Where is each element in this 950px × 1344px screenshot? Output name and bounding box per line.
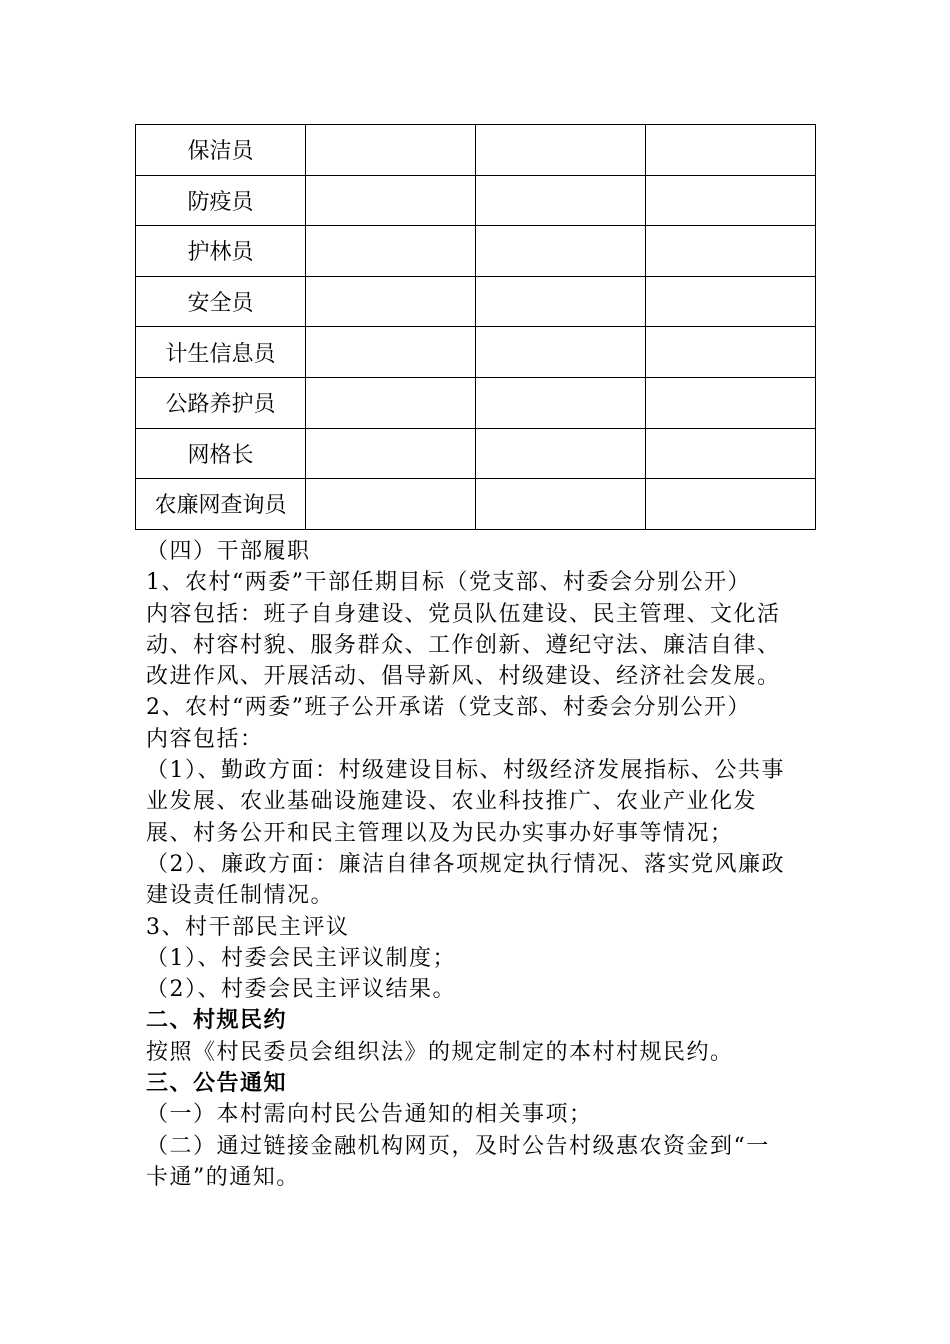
empty-cell: [646, 377, 816, 428]
table-row: [136, 327, 816, 378]
subsection-heading: （四）干部履职: [146, 539, 311, 564]
body-line: 2、农村“两委”班子公开承诺（党支部、村委会分别公开）: [146, 695, 751, 721]
body-line: 改进作风、开展活动、倡导新风、村级建设、经济社会发展。: [146, 664, 781, 690]
body-line: 业发展、农业基础设施建设、农业科技推广、农业产业化发: [146, 789, 758, 815]
empty-cell: [646, 175, 816, 226]
empty-cell: [306, 479, 476, 530]
body-line: 1、农村“两委”干部任期目标（党支部、村委会分别公开）: [146, 570, 751, 596]
body-line: （一）本村需向村民公告通知的相关事项；: [146, 1102, 593, 1128]
role-label: 保洁员: [136, 125, 306, 176]
body-line: （2）、廉政方面：廉洁自律各项规定执行情况、落实党风廉政: [146, 851, 785, 877]
table-row: [136, 428, 816, 479]
empty-cell: [646, 125, 816, 176]
section-heading: 二、村规民约: [146, 1007, 288, 1034]
document-body: [146, 536, 816, 1193]
empty-cell: [476, 226, 646, 277]
empty-cell: [306, 226, 476, 277]
table-row: [136, 226, 816, 277]
body-line: 展、村务公开和民主管理以及为民办实事办好事等情况；: [146, 820, 734, 846]
empty-cell: [646, 479, 816, 530]
empty-cell: [306, 175, 476, 226]
role-label: 农廉网查询员: [136, 479, 306, 530]
body-line: 3、村干部民主评议: [146, 914, 350, 940]
empty-cell: [306, 276, 476, 327]
body-line: 卡通”的通知。: [146, 1164, 300, 1190]
staff-table: [135, 124, 816, 530]
role-label: 安全员: [136, 276, 306, 327]
empty-cell: [476, 479, 646, 530]
body-line: （2）、村委会民主评议结果。: [146, 977, 456, 1003]
empty-cell: [646, 226, 816, 277]
role-label: 护林员: [136, 226, 306, 277]
table-row: [136, 175, 816, 226]
body-line: （1）、村委会民主评议制度；: [146, 945, 456, 971]
table-row: [136, 479, 816, 530]
empty-cell: [306, 125, 476, 176]
section-heading: 三、公告通知: [146, 1070, 288, 1097]
role-label: 防疫员: [136, 175, 306, 226]
empty-cell: [306, 327, 476, 378]
role-label: 计生信息员: [136, 327, 306, 378]
empty-cell: [306, 377, 476, 428]
empty-cell: [476, 276, 646, 327]
table-row: [136, 377, 816, 428]
empty-cell: [476, 428, 646, 479]
table-row: [136, 125, 816, 176]
body-line: （1）、勤政方面：村级建设目标、村级经济发展指标、公共事: [146, 758, 785, 784]
empty-cell: [306, 428, 476, 479]
empty-cell: [476, 377, 646, 428]
body-line: 建设责任制情况。: [146, 883, 335, 909]
empty-cell: [646, 428, 816, 479]
body-line: 内容包括：班子自身建设、党员队伍建设、民主管理、文化活: [146, 601, 781, 627]
body-line: 动、村容村貌、服务群众、工作创新、遵纪守法、廉洁自律、: [146, 632, 781, 658]
role-label: 公路养护员: [136, 377, 306, 428]
empty-cell: [476, 125, 646, 176]
empty-cell: [646, 327, 816, 378]
role-label: 网格长: [136, 428, 306, 479]
body-line: 内容包括：: [146, 726, 264, 752]
table-row: [136, 276, 816, 327]
body-line: （二）通过链接金融机构网页，及时公告村级惠农资金到“一: [146, 1133, 770, 1159]
body-line: 按照《村民委员会组织法》的规定制定的本村村规民约。: [146, 1039, 734, 1065]
empty-cell: [646, 276, 816, 327]
empty-cell: [476, 175, 646, 226]
empty-cell: [476, 327, 646, 378]
